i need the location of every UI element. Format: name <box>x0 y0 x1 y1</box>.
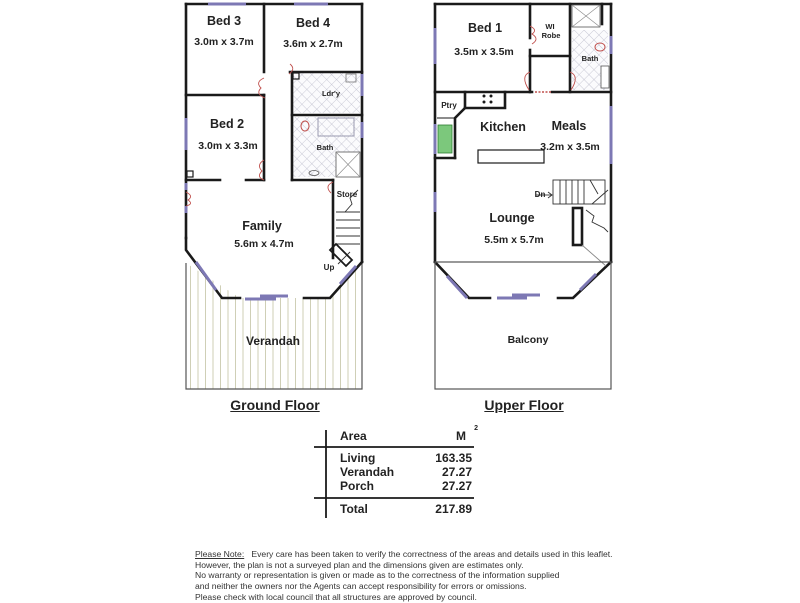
room-name-bath-ground: Bath <box>316 143 334 152</box>
room-dims-bed1: 3.5m x 3.5m <box>454 46 514 58</box>
room-name-meals: Meals <box>551 119 587 133</box>
area-row-value: 27.27 <box>441 479 472 493</box>
verandah-deck <box>186 263 362 389</box>
area-row-label: Verandah <box>340 465 395 479</box>
room-dims-family: 5.6m x 4.7m <box>234 238 294 250</box>
note-line-2: However, the plan is not a surveyed plan and the dimensions given are estimates only. <box>195 559 524 570</box>
note-line-4: and neither the owners nor the Agents can accept responsibility for errors or omissions. <box>195 580 527 591</box>
note-text: Every care has been taken to verify the correctness of the areas and details used in this leaflet. <box>251 549 613 559</box>
upper-floor-title: Upper Floor <box>484 397 564 413</box>
room-name-bed1: Bed 1 <box>467 21 503 35</box>
stairs-down-label: Dn <box>534 190 546 199</box>
room-dims-bed2: 3.0m x 3.3m <box>198 140 258 152</box>
area-row-porch <box>340 479 472 494</box>
ground-floor-title: Ground Floor <box>230 397 320 413</box>
area-row-total <box>340 502 472 517</box>
area-row-value: 27.27 <box>441 465 472 479</box>
stairs-up-label: Up <box>323 263 335 272</box>
area-row-verandah <box>340 465 472 480</box>
area-row-living <box>340 451 472 466</box>
note-line-1 <box>195 549 613 560</box>
room-dims-bed4: 3.6m x 2.7m <box>283 38 343 50</box>
room-name-bed4: Bed 4 <box>295 16 331 30</box>
area-row-label: Porch <box>340 479 375 493</box>
room-dims-bed3: 3.0m x 3.7m <box>194 36 254 48</box>
room-name-family: Family <box>242 219 282 233</box>
room-name-bed3: Bed 3 <box>206 14 242 28</box>
disclaimer-note <box>195 549 613 603</box>
room-name-lounge: Lounge <box>489 211 535 225</box>
area-table-header <box>340 425 478 444</box>
area-row-label: Living <box>340 451 376 465</box>
room-name-bed2: Bed 2 <box>209 117 245 131</box>
area-total-value: 217.89 <box>435 502 472 516</box>
area-header-unit: M <box>456 429 466 443</box>
ground-floor-plan <box>186 4 362 389</box>
room-dims-lounge: 5.5m x 5.7m <box>484 234 544 246</box>
room-name-store: Store <box>336 190 358 199</box>
note-line-3: No warranty or representation is given or made as to the correctness of the information supplied <box>195 570 560 581</box>
room-dims-meals: 3.2m x 3.5m <box>540 141 600 153</box>
room-name-laundry: Ldr'y <box>321 89 341 98</box>
area-header-label: Area <box>340 429 367 443</box>
area-header-unit-sup: 2 <box>474 425 478 432</box>
balcony-outline <box>435 262 611 389</box>
room-name-verandah: Verandah <box>245 334 301 348</box>
note-heading: Please Note: <box>195 549 245 559</box>
area-row-value: 163.35 <box>435 451 472 465</box>
room-name-pantry: Ptry <box>441 101 457 110</box>
note-line-5: Please check with local council that all structures are approved by council. <box>195 592 477 603</box>
wir-label-line2: Robe <box>541 31 561 40</box>
room-name-kitchen: Kitchen <box>480 120 526 134</box>
wir-label-line1: WI <box>545 22 555 31</box>
area-total-label: Total <box>340 502 368 516</box>
room-name-bath-upper: Bath <box>581 54 599 63</box>
room-name-balcony: Balcony <box>507 334 549 346</box>
